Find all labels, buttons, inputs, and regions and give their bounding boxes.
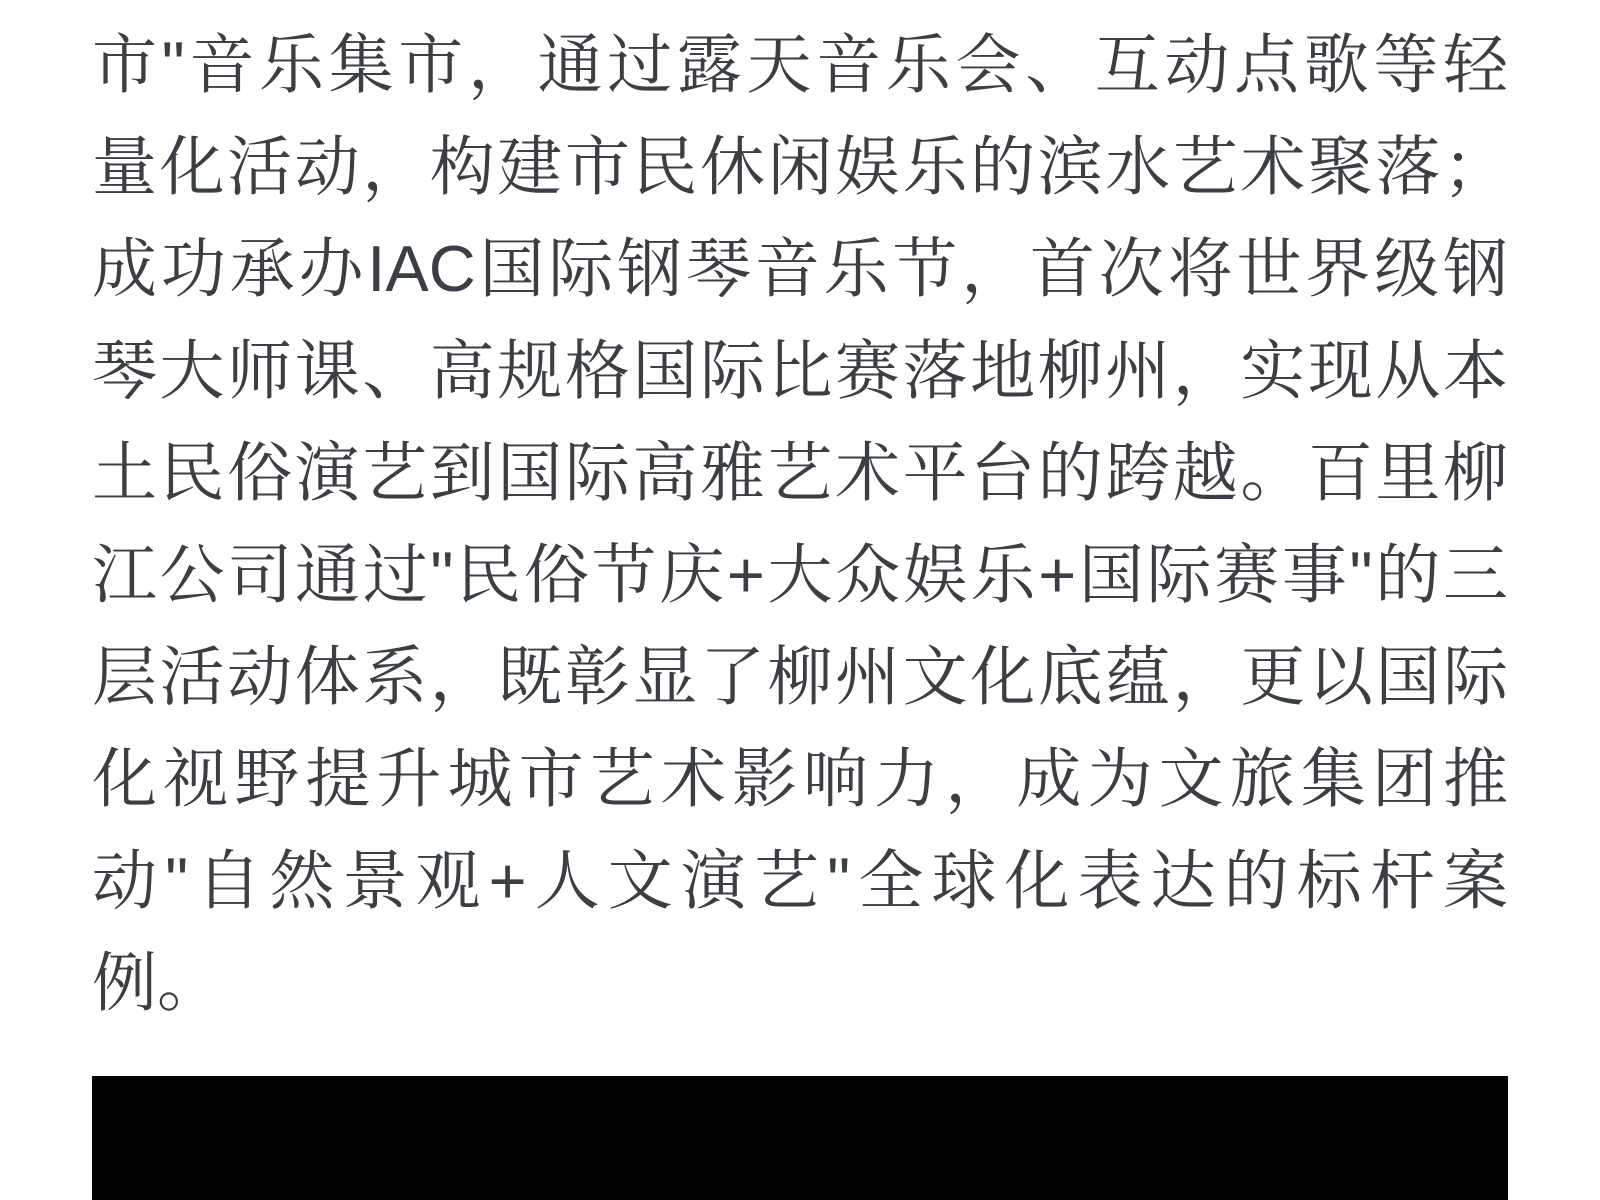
article-paragraph bbox=[92, 0, 1508, 1200]
paragraph-line: 土民俗演艺到国际高雅艺术平台的跨越。百里柳 bbox=[92, 436, 1508, 509]
paragraph-line: 成功承办IAC国际钢琴音乐节，首次将世界级钢 bbox=[92, 232, 1508, 305]
paragraph-line: 化视野提升城市艺术影响力，成为文旅集团推 bbox=[92, 742, 1508, 815]
paragraph-line: 层活动体系，既彰显了柳州文化底蕴，更以国际 bbox=[92, 640, 1508, 713]
paragraph-line: 动"自然景观+人文演艺"全球化表达的标杆案 bbox=[92, 844, 1508, 917]
paragraph-line: 例。 bbox=[92, 946, 223, 1019]
paragraph-line: 市"音乐集市，通过露天音乐会、互动点歌等轻 bbox=[92, 28, 1508, 101]
article-image-placeholder[interactable] bbox=[92, 1076, 1508, 1200]
paragraph-line: 江公司通过"民俗节庆+大众娱乐+国际赛事"的三 bbox=[92, 538, 1508, 611]
paragraph-line: 琴大师课、高规格国际比赛落地柳州，实现从本 bbox=[92, 334, 1508, 407]
paragraph-line: 量化活动，构建市民休闲娱乐的滨水艺术聚落； bbox=[92, 130, 1508, 203]
